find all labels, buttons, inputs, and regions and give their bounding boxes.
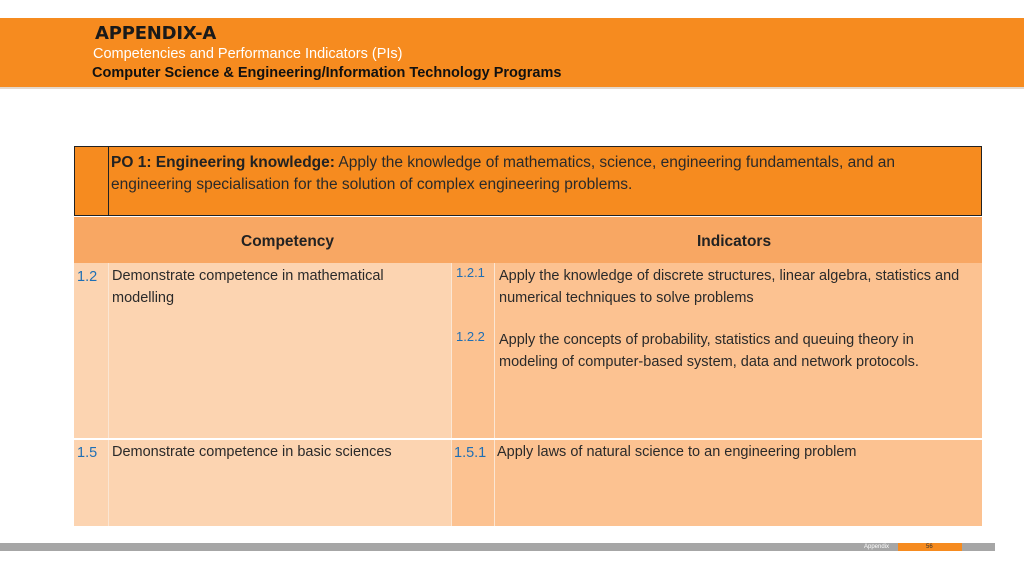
table-row xyxy=(74,263,108,438)
indicator-text: Apply the knowledge of discrete structures, linear algebra, statistics and numerical techniques to solve problems xyxy=(499,268,960,306)
header-competency-cell xyxy=(108,217,451,263)
competency-cell xyxy=(108,263,451,438)
competency-text: Demonstrate competence in basic sciences xyxy=(112,444,392,460)
header-indicator-num-cell xyxy=(451,217,494,263)
indicator-number-cell xyxy=(451,263,494,438)
po-label: PO 1: Engineering knowledge: xyxy=(111,154,335,171)
indicator-text: Apply the concepts of probability, statistics and queuing theory in modeling of computer-based system, data and network protocols. xyxy=(499,332,919,370)
page-subtitle: Competencies and Performance Indicators (PIs) xyxy=(93,46,403,62)
indicator-number: 1.2.1 xyxy=(456,265,485,280)
page-title: APPENDIX-A xyxy=(95,23,217,44)
footer-bar xyxy=(0,543,995,551)
indicator-text: Apply laws of natural science to an engineering problem xyxy=(497,444,857,460)
program-outcome-box xyxy=(74,146,982,216)
competency-header: Competency xyxy=(241,233,335,250)
header-shadow xyxy=(0,87,1024,89)
competency-cell xyxy=(108,440,451,526)
table-row xyxy=(74,440,108,526)
competency-number: 1.2 xyxy=(77,269,98,285)
indicators-header: Indicators xyxy=(697,233,772,250)
competency-text: Demonstrate competence in mathematical modelling xyxy=(112,268,384,306)
po-number-column xyxy=(75,147,109,215)
footer-label: Appendix xyxy=(864,544,890,550)
competency-number: 1.5 xyxy=(77,445,98,461)
header-indicators-cell xyxy=(494,217,982,263)
page-number: 56 xyxy=(926,544,933,550)
indicator-number: 1.5.1 xyxy=(454,445,487,461)
header-num-cell xyxy=(74,217,108,263)
indicator-number: 1.2.2 xyxy=(456,329,485,344)
po-description: Apply the knowledge of mathematics, science, engineering fundamentals, and an engineering specialisation for the solution of complex engineering problems. xyxy=(111,154,895,193)
indicator-text-cell xyxy=(494,263,982,438)
programs-heading: Computer Science & Engineering/Information Technology Programs xyxy=(92,65,562,81)
indicator-number-cell xyxy=(451,440,494,526)
po-text xyxy=(111,152,977,196)
page-number-box xyxy=(898,543,962,551)
indicator-text-cell xyxy=(494,440,982,526)
